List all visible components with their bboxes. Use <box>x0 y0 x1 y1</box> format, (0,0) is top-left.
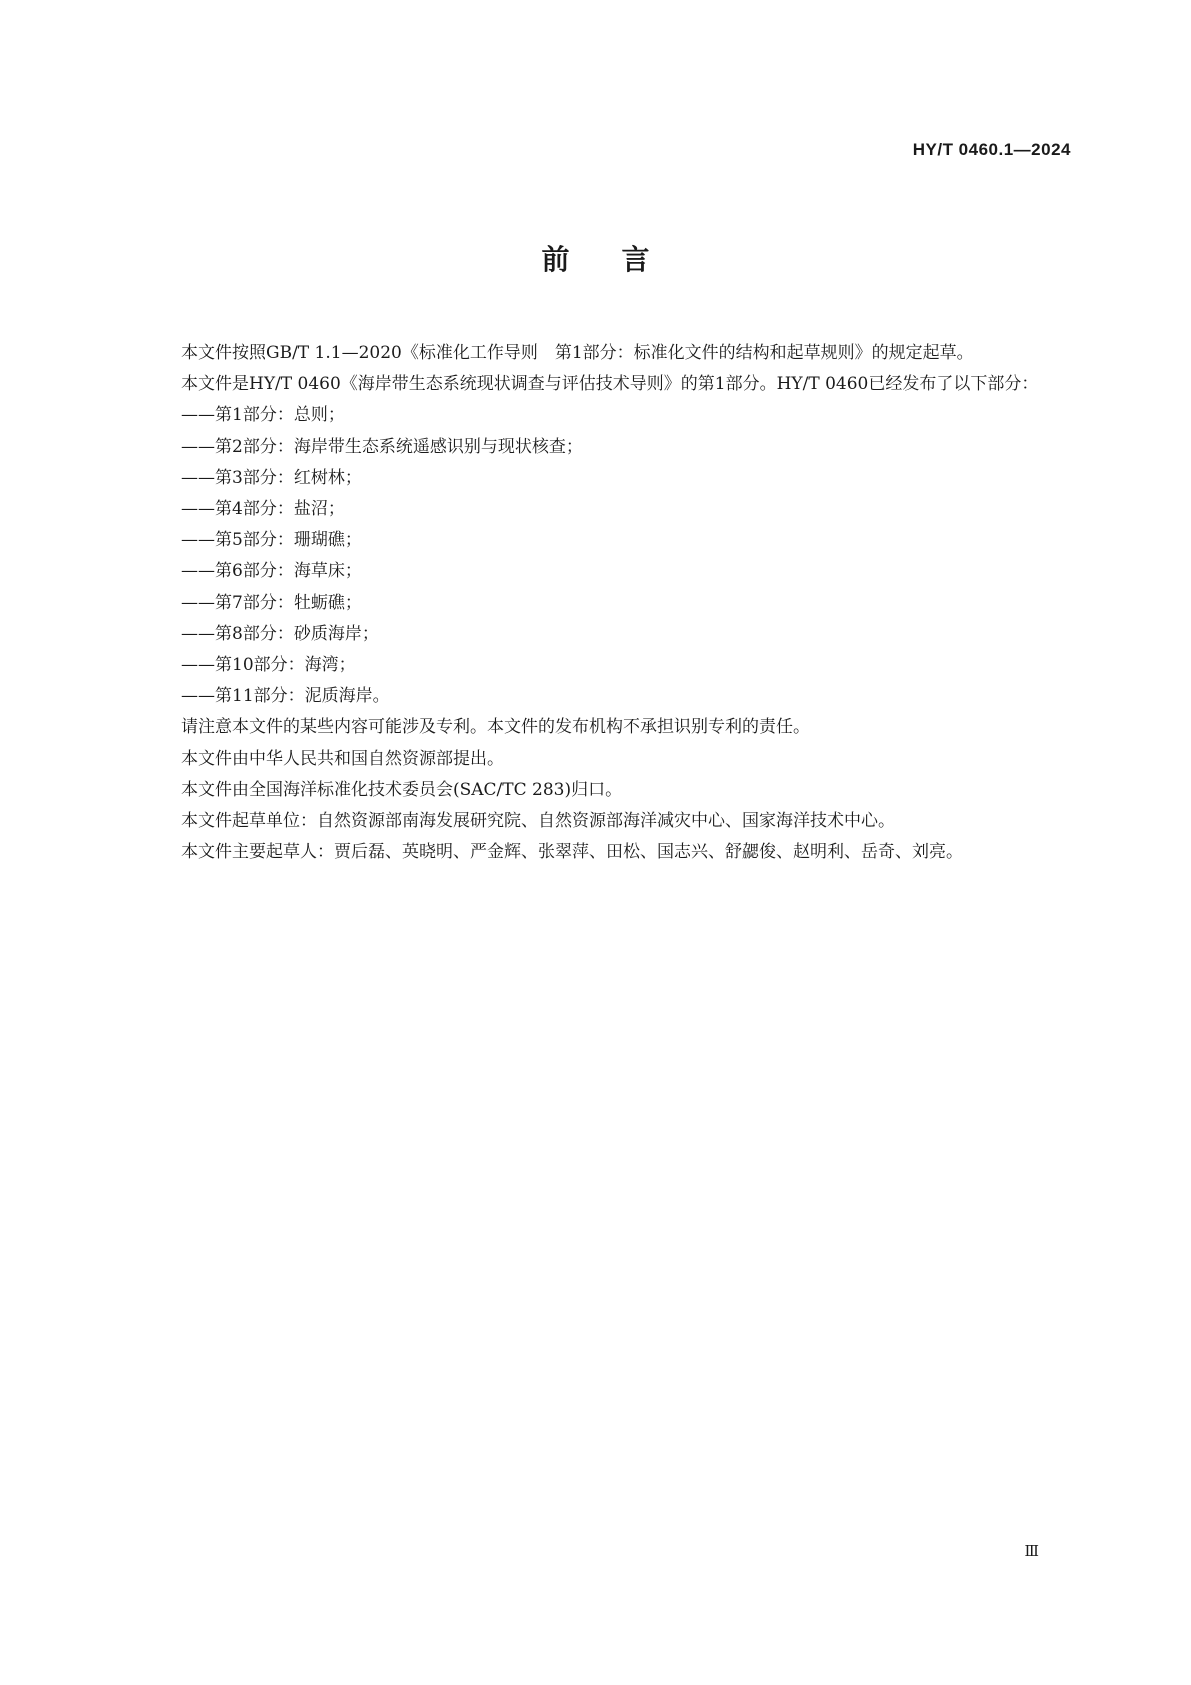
paragraph-proposer: 本文件由中华人民共和国自然资源部提出。 <box>181 748 504 769</box>
page-title: 前言 <box>541 243 702 276</box>
list-item: ——第2部分：海岸带生态系统遥感识别与现状核查； <box>181 436 583 457</box>
paragraph-drafters: 本文件主要起草人：贾后磊、英晓明、严金辉、张翠萍、田松、国志兴、舒勰俊、赵明利、岳奇、刘亮。 <box>181 842 963 863</box>
foreword-body <box>144 338 1062 868</box>
list-item: ——第4部分：盐沼； <box>181 499 345 520</box>
list-item: ——第1部分：总则； <box>181 405 345 426</box>
parts-list <box>144 400 1062 712</box>
paragraph-series-intro: 本文件是HY/T 0460《海岸带生态系统现状调查与评估技术导则》的第1部分。HY/T 0460已经发布了以下部分： <box>181 374 1039 395</box>
list-item: ——第5部分：珊瑚礁； <box>181 530 362 551</box>
document-code: HY/T 0460.1—2024 <box>912 140 1071 159</box>
paragraph-patent-notice: 请注意本文件的某些内容可能涉及专利。本文件的发布机构不承担识别专利的责任。 <box>181 717 810 738</box>
paragraph-drafting-units: 本文件起草单位：自然资源部南海发展研究院、自然资源部海洋减灾中心、国家海洋技术中心。 <box>181 811 895 832</box>
page-number: Ⅲ <box>1024 1542 1039 1560</box>
list-item: ——第6部分：海草床； <box>181 561 362 582</box>
list-item: ——第10部分：海湾； <box>181 655 356 676</box>
list-item: ——第7部分：牡蛎礁； <box>181 592 362 613</box>
list-item: ——第3部分：红树林； <box>181 467 362 488</box>
list-item: ——第11部分：泥质海岸。 <box>181 686 390 707</box>
paragraph-drafting-rule: 本文件按照GB/T 1.1—2020《标准化工作导则 第1部分：标准化文件的结构和起草规则》的规定起草。 <box>181 343 974 363</box>
list-item: ——第8部分：砂质海岸； <box>181 623 379 644</box>
paragraph-technical-committee: 本文件由全国海洋标准化技术委员会(SAC/TC 283)归口。 <box>181 779 623 800</box>
